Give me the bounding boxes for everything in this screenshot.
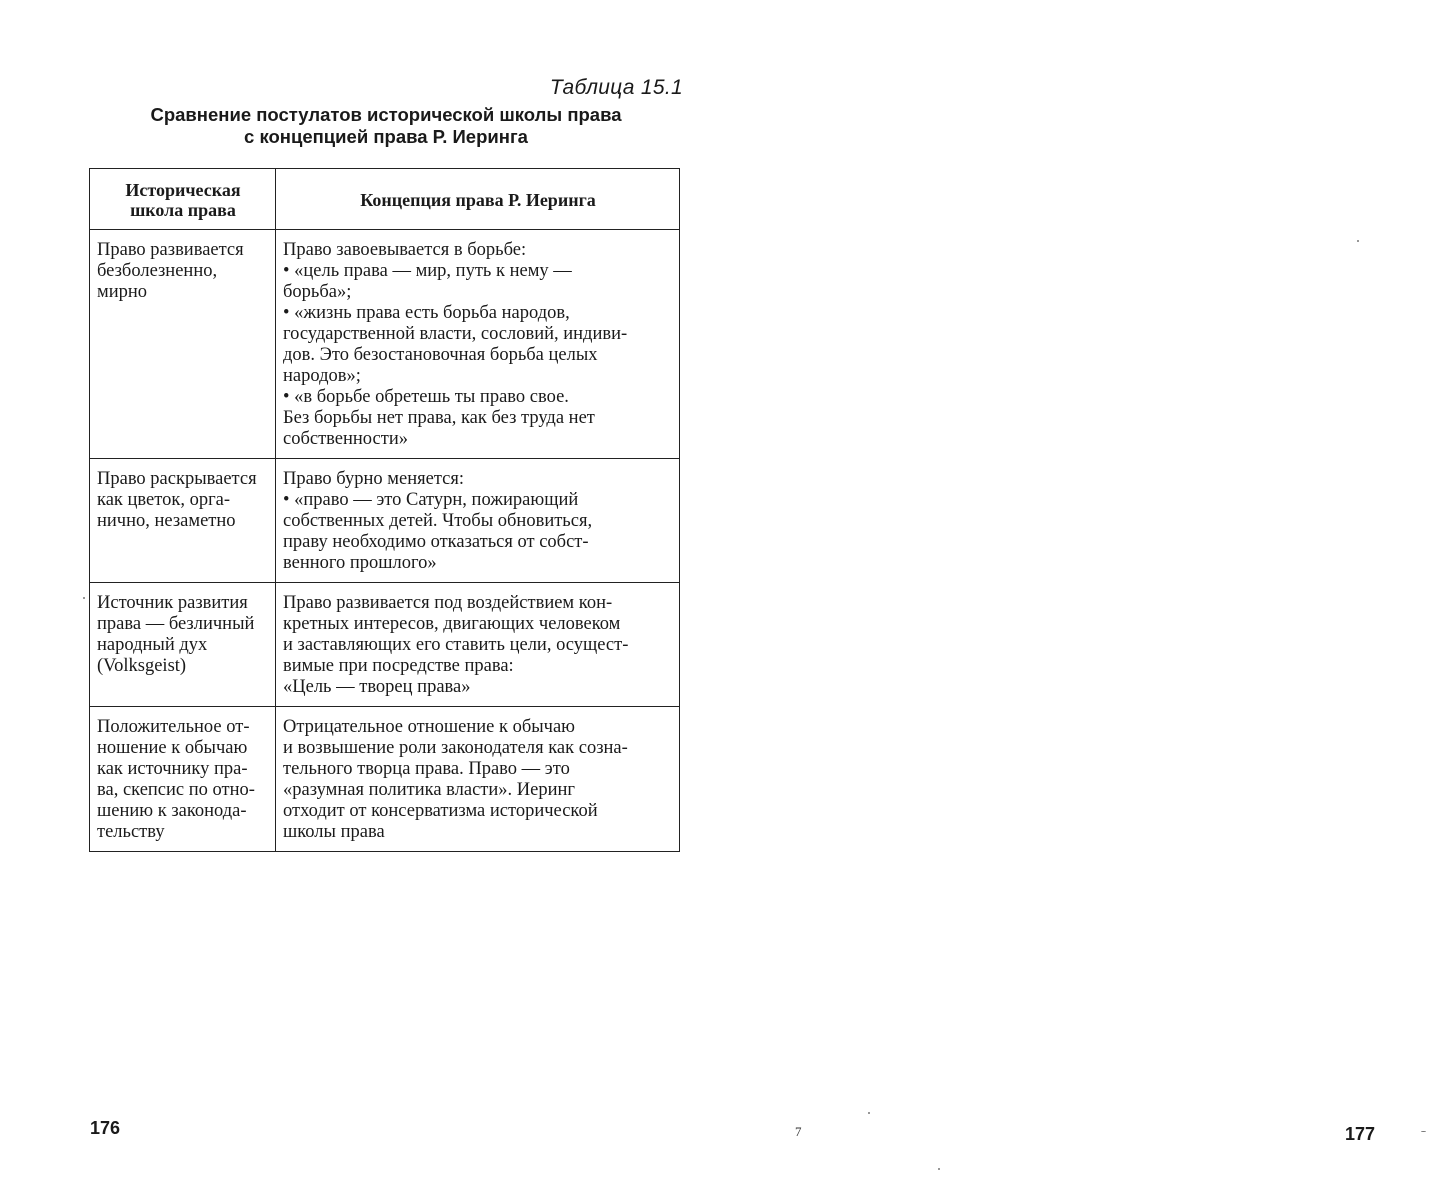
cell-line: кретных интересов, двигающих человеком bbox=[283, 614, 621, 634]
cell-jhering bbox=[276, 707, 680, 852]
comparison-table bbox=[89, 168, 680, 852]
cell-line: борьба»; bbox=[283, 282, 352, 302]
cell-line: • «в борьбе обретешь ты право свое. bbox=[283, 387, 569, 407]
page-number-right: 177 bbox=[1345, 1124, 1376, 1144]
cell-line: • «право — это Сатурн, пожирающий bbox=[283, 490, 579, 510]
cell-line: Право раскрывается bbox=[97, 469, 257, 489]
cell-line: Право бурно меняется: bbox=[283, 469, 464, 489]
cell-historical bbox=[90, 583, 276, 707]
cell-line: и заставляющих его ставить цели, осущест- bbox=[283, 635, 629, 655]
cell-line: дов. Это безостановочная борьба целых bbox=[283, 345, 598, 365]
header-historical-school-line1: Историческая bbox=[125, 180, 241, 200]
table-title-line2: с концепцией права Р. Иеринга bbox=[244, 126, 528, 147]
cell-line: собственных детей. Чтобы обновиться, bbox=[283, 511, 593, 531]
table-row bbox=[90, 230, 680, 459]
page-number-left: 176 bbox=[90, 1118, 121, 1138]
cell-line: Источник развития bbox=[97, 593, 248, 613]
cell-line: школы права bbox=[283, 822, 385, 842]
scan-speck bbox=[938, 1168, 940, 1170]
cell-line: ва, скепсис по отно- bbox=[97, 780, 255, 800]
cell-line: • «жизнь права есть борьба народов, bbox=[283, 303, 570, 323]
header-jhering-concept: Концепция права Р. Иеринга bbox=[276, 169, 680, 230]
table-title-line1: Сравнение постулатов исторической школы права bbox=[150, 104, 622, 125]
header-historical-school bbox=[90, 169, 276, 230]
cell-line: Без борьбы нет права, как без труда нет bbox=[283, 408, 595, 428]
cell-line: как цветок, орга- bbox=[97, 490, 231, 510]
cell-line: шению к законода- bbox=[97, 801, 247, 821]
table-caption: Таблица 15.1 bbox=[549, 76, 683, 99]
cell-jhering bbox=[276, 230, 680, 459]
stray-mark: 7 bbox=[795, 1124, 802, 1139]
cell-line: Отрицательное отношение к обычаю bbox=[283, 717, 576, 737]
cell-line: безболезненно, bbox=[97, 261, 218, 281]
cell-line: Положительное от- bbox=[97, 717, 250, 737]
scan-speck bbox=[83, 597, 85, 599]
cell-historical bbox=[90, 707, 276, 852]
cell-line: венного прошлого» bbox=[283, 553, 437, 573]
table-row bbox=[90, 459, 680, 583]
cell-line: тельного творца права. Право — это bbox=[283, 759, 570, 779]
cell-line: народов»; bbox=[283, 366, 361, 386]
cell-jhering bbox=[276, 583, 680, 707]
table-row bbox=[90, 707, 680, 852]
cell-line: отходит от консерватизма исторической bbox=[283, 801, 598, 821]
cell-line: как источнику пра- bbox=[97, 759, 248, 779]
cell-line: (Volksgeist) bbox=[97, 656, 187, 676]
cell-line: вимые при посредстве права: bbox=[283, 656, 514, 676]
cell-jhering bbox=[276, 459, 680, 583]
cell-line: народный дух bbox=[97, 635, 208, 655]
cell-line: праву необходимо отказаться от собст- bbox=[283, 532, 589, 552]
cell-line: Право развивается под воздействием кон- bbox=[283, 593, 613, 613]
cell-line: права — безличный bbox=[97, 614, 255, 634]
cell-line: и возвышение роли законодателя как созна- bbox=[283, 738, 628, 758]
cell-line: нично, незаметно bbox=[97, 511, 236, 531]
cell-line: собственности» bbox=[283, 429, 408, 449]
cell-line: государственной власти, сословий, индиви- bbox=[283, 324, 628, 344]
cell-line: ношение к обычаю bbox=[97, 738, 248, 758]
cell-line: мирно bbox=[97, 282, 148, 302]
table-title bbox=[80, 104, 692, 148]
cell-line: Право завоевывается в борьбе: bbox=[283, 240, 527, 260]
cell-line: «разумная политика власти». Иеринг bbox=[283, 780, 575, 800]
header-historical-school-line2: школа права bbox=[130, 200, 236, 220]
cell-historical bbox=[90, 459, 276, 583]
cell-historical bbox=[90, 230, 276, 459]
cell-line: «Цель — творец права» bbox=[283, 677, 471, 697]
scan-speck bbox=[868, 1112, 870, 1114]
cell-line: • «цель права — мир, путь к нему — bbox=[283, 261, 572, 281]
table-header-row bbox=[90, 169, 680, 230]
scan-speck bbox=[1357, 240, 1359, 242]
scan-speck bbox=[1421, 1131, 1426, 1132]
cell-line: Право развивается bbox=[97, 240, 244, 260]
table-row bbox=[90, 583, 680, 707]
cell-line: тельству bbox=[97, 822, 165, 842]
